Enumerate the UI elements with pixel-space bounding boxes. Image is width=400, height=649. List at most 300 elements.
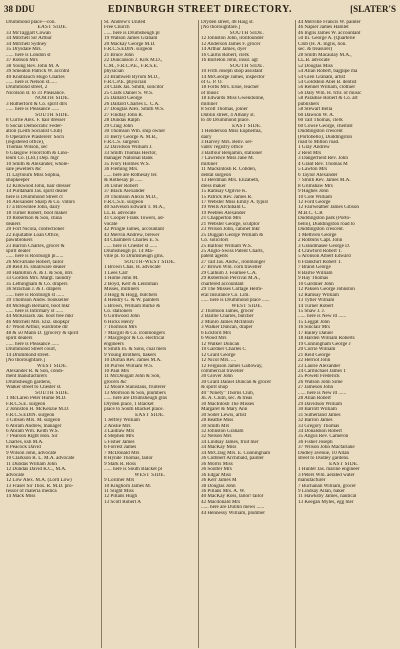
directory-entry: 18 Harden William Roberts [298, 336, 355, 342]
directory-entry: milliner [201, 161, 218, 167]
directory-entry: 1 Lees Carr [104, 270, 128, 276]
directory-entry: ment manufacturers [6, 374, 47, 380]
directory-entry: 23 Barron Charles, grocer & [6, 243, 65, 249]
directory-entry: 12 Anderson James F. grocer [201, 41, 261, 47]
directory-entry: 46 Mitchell Mrs. Eliz. shopkpr [6, 319, 70, 325]
directory-entry: 6 Girdwood John [104, 314, 140, 320]
directory-entry: 36 Edgar Miss [201, 472, 231, 478]
directory-entry: 32 Barron James [298, 418, 333, 424]
directory-entry: M.B.C. C.R [298, 210, 323, 216]
directory-entry: 26 McFarlane Robert, tailor [6, 259, 64, 265]
directory-entry: 9 Stark R. Ross [104, 461, 136, 467]
directory-entry: 19 Wells Archibald C. [201, 205, 247, 211]
directory-entry: 41 Cooper Frank Towers, ad- [104, 216, 165, 222]
directory-entry: 25 Powell Frederick [298, 374, 340, 380]
directory-entry: ...... here is Drumsheugh pl [104, 30, 160, 36]
directory-entry: ation (Leith Socialist Club) [6, 129, 63, 135]
directory-entry: 10 Gardner Charles C [201, 347, 246, 353]
directory-entry: F.R.C.S.E. surgeon [6, 401, 46, 407]
directory-entry: 28 Beattie Miss [201, 418, 234, 424]
directory-entry: 3 Rutherford & Co. spirit dlrs [6, 101, 68, 107]
directory-entry: ...... here are Drumsheugh glns [104, 396, 168, 402]
directory-entry: 30 Hamilton A. & J. & Son, ntrs [6, 270, 73, 276]
directory-entry: place to South Blacket place. [104, 407, 164, 413]
directory-entry: & spirit shop [201, 385, 228, 391]
directory-entry: 3 Balfour Benjamin, stationer [201, 150, 263, 156]
directory-entry: dress maker [201, 183, 226, 189]
directory-entry: 24 Carmichael James T [298, 369, 347, 374]
directory-entry: 6 Eckford Mrs [201, 330, 231, 336]
directory-entry: 17 Bailey Daniel [298, 330, 333, 336]
directory-entry: chartered accountant [201, 281, 244, 287]
directory-entry: 3 Walker Duncan, draper [201, 325, 253, 331]
directory-entry: Co. stationers [104, 309, 133, 315]
directory-entry: 24 Clark Jas. Smith, solicitor [104, 85, 164, 91]
column-4 [295, 20, 392, 648]
directory-entry: 54 Glen Graham, artist [298, 74, 346, 80]
directory-entry: 46 Napier James Hamlet [298, 25, 349, 31]
directory-entry: St. Andrew's United [104, 20, 146, 25]
directory-entry: 8 Scott Thomas, joiner [201, 107, 248, 113]
directory-entry: LL.B. advocate [104, 210, 136, 216]
directory-entry: ...... here is New rd ...... [298, 390, 347, 396]
directory-entry: 34 Donaldson Robert [298, 428, 342, 434]
directory-entry: 28 Allan Robert [298, 396, 331, 402]
directory-entry: 39 Thomson Alexis M.D., [104, 194, 158, 200]
directory-entry: 14 Arthur James, dyer [201, 47, 247, 53]
directory-entry: 34 Mitchell Sydney [6, 41, 47, 47]
directory-entry: 21 Webster George, sculptor [201, 221, 260, 227]
directory-entry: 30 Thomson Wm. ship owner [104, 129, 166, 135]
directory-entry: 22 Herriot John [298, 358, 331, 364]
directory-entry: 34 MacKay Miss [201, 445, 237, 451]
directory-entry: 13 Keegan Myles, egg mer [298, 499, 354, 505]
directory-entry: Alexander R. & Son, condi- [6, 369, 64, 374]
directory-entry: 17 a Brownlee John, dairy [6, 205, 61, 211]
directory-entry: F.R.C.P.E. physician [104, 79, 147, 85]
directory-entry: 9 Hughes John [298, 189, 329, 195]
column-3 [198, 20, 295, 648]
directory-entry: 22 Equitable Loan Office, [6, 232, 60, 238]
directory-entry: 11 Mackintosh R. Cobden, [201, 167, 257, 173]
directory-entry: 14 Purdaham Jas. spirit dealer [6, 189, 68, 195]
directory-entry: 11 Laybourn Miss Sophia, [6, 172, 61, 178]
directory-entry: 12 Dundas David K.C., M.A. [6, 467, 67, 473]
directory-entry: 3 Gibson Mrs. M. surgeon [6, 418, 61, 424]
directory-entry: EAST SIDE. [329, 461, 359, 467]
directory-entry: Misses, milliners [104, 287, 140, 293]
directory-entry: 28 Dundas Ralph [104, 118, 140, 124]
directory-entry: 14 Turner Robert [298, 303, 334, 309]
directory-entry: F.R.C.S.EDIN. surgeon [104, 47, 153, 53]
directory-entry: 13 Scott Robert A [104, 499, 141, 505]
directory-entry: 12 Ferguson James Galloway, [201, 363, 263, 369]
directory-entry: 22 Duncanson J. Kirk M.D., [104, 58, 163, 64]
directory-entry: advocate [6, 472, 25, 478]
directory-entry: 15 Patrick Rev. James R. [201, 194, 253, 200]
directory-entry: 58 Paradise Robert & Co. art [298, 96, 358, 102]
directory-entry: ...... here is Roxburgh st ...... [6, 292, 65, 298]
directory-entry: 2 Reid Mrs [298, 150, 322, 156]
directory-entry: bello), Duddingston road to [298, 221, 355, 227]
directory-entry: 20 Currie William [298, 347, 336, 353]
directory-columns [4, 20, 396, 648]
directory-entry: 9 Hay Thomas [298, 276, 329, 282]
directory-entry: 60 Tait Thomas, clerk [298, 118, 343, 124]
directory-entry: ...... here is Chester st ...... [104, 243, 158, 249]
publisher-tag: [SLATER'S [350, 4, 396, 14]
directory-entry: 38 Young Rev. John M. A [6, 63, 60, 69]
directory-entry: 58 Stewart Bella [298, 107, 333, 113]
directory-entry: of music [201, 90, 219, 96]
directory-entry: 11 Slight Miss [104, 488, 134, 494]
directory-entry: Co. solicitors [201, 238, 229, 244]
directory-entry: 4 Stephen Mrs [104, 434, 134, 440]
directory-entry: Thomas Wilson, sec [6, 145, 48, 151]
directory-entry: SOUTH-WEST SIDE. [124, 259, 176, 265]
directory-entry: WEST SIDE. [37, 363, 68, 369]
directory-entry: 39 Thomson Andw. bookseller [6, 298, 69, 304]
directory-entry: ...... here are Dublin mews ...... [201, 505, 265, 511]
directory-entry: 1 Gray Andrew [298, 145, 330, 151]
directory-entry: 25 Balfour William W.S. [201, 243, 252, 249]
directory-entry: street to Dudley gardens. [298, 456, 350, 462]
directory-entry: 7 Thomson Mrs [104, 325, 137, 331]
directory-entry: 25 Clark Daniel S. W.S. [104, 90, 154, 96]
directory-entry: 37 Black Alexander [104, 189, 145, 195]
directory-entry: 5 Fisher James [104, 439, 135, 445]
directory-entry: 3 Grandmasee George D. [298, 243, 351, 249]
column-2 [101, 20, 198, 648]
directory-entry: 40 MacKay Ross, tailor/ tailor [201, 494, 264, 500]
directory-entry: F.R.C.S.EDIN. surgeon [6, 412, 55, 418]
directory-entry: [No thoroughfare.] [6, 358, 45, 364]
directory-entry: 39 Smeaton Patrick W. accntnt [6, 69, 70, 75]
directory-entry: 37 Robson Mrs [6, 58, 38, 64]
directory-entry: 36 Fleming Mrs. [104, 167, 139, 173]
directory-entry: 35 Angus Rev. Cameron [298, 434, 349, 440]
directory-entry: 54 Goldstein Abel B. dentist [298, 79, 357, 85]
directory-entry: 21 Chapperton Mrs [201, 216, 241, 222]
directory-entry: 8 Barrie William [298, 270, 333, 276]
directory-entry: 5 Lawton Mrs [298, 167, 328, 173]
directory-entry: NORTH SIDE. [35, 96, 70, 102]
directory-entry: 42 Macdonald Mrs [201, 499, 241, 505]
directory-entry: 10 Clarkson R. L. M.A. advocate [6, 456, 75, 462]
directory-entry: WEST SIDE. [134, 472, 166, 478]
directory-entry: 12 Grant George [201, 352, 236, 358]
directory-entry: 60 Cowie George, chemist [298, 123, 353, 129]
directory-entry: Drumsheugh gardens, [6, 379, 52, 385]
directory-entry: 7 Macgregor & Co. electrical [104, 336, 165, 342]
directory-entry: 23 Laurie Alexander [298, 363, 341, 369]
directory-entry: 10 Cole William [298, 194, 332, 200]
directory-entry: LL.B. advocate [298, 58, 330, 64]
directory-entry: ...... here are Rothesay ter. [104, 172, 158, 178]
directory-entry: 27 Douglas Alex. Smith W.S. [104, 107, 165, 113]
directory-entry: 11 Dundas William John [6, 461, 57, 467]
directory-entry: 4 Grant Rev. Thomas M [298, 161, 348, 167]
directory-entry: 47 Wood Arthur, wardrobe dlr [6, 325, 68, 331]
directory-entry: 35 Ivory Holmes W.S. [104, 161, 150, 167]
column-1 [4, 20, 101, 648]
directory-entry: 36 Soutter Mrs [201, 467, 232, 473]
directory-entry: 7 Brand George [298, 265, 331, 271]
directory-entry: 18 Edwards Miss Gwendoline, [201, 96, 265, 102]
directory-entry: 9 Wilson John, advocate [6, 450, 57, 456]
directory-entry: 15 Ramsay Ogilvie K. [201, 189, 247, 195]
directory-entry: here is Drummond Street ct [6, 194, 63, 200]
directory-entry: 16 Sinclair Mrs [298, 325, 330, 331]
directory-entry: 16 Burleton John, insur. agt [201, 58, 258, 64]
directory-entry: 37 Wilson John Macfarlane [298, 445, 355, 451]
directory-entry: 34 Mitchell Sir Arthur [6, 36, 52, 42]
directory-entry: 30 Barrott William [298, 407, 337, 413]
directory-entry: 7 Lawrence Miss Jane M. [201, 156, 254, 162]
directory-entry: 4 Crawford Robert T. [298, 249, 343, 255]
directory-entry: 21 Reid George [298, 352, 331, 358]
directory-entry: 1 Jeffrey William [104, 418, 140, 424]
directory-entry: 21 Bruce John [104, 52, 134, 58]
directory-entry: 40 McHugh Bernard, boot mkr [6, 303, 70, 309]
directory-entry: 40 Salveson Edward T. M.A., [104, 205, 165, 211]
directory-entry: engineers [104, 341, 124, 347]
directory-entry: 18 Forbs Mrs. Elsie, teacher [201, 85, 259, 91]
directory-entry: 27 Findlay John R. [104, 112, 144, 118]
directory-entry: 1 Methven George [298, 232, 337, 238]
directory-entry: 5 Brown, William Burke & [104, 303, 161, 309]
directory-entry: 6 Social Democratic Feder- [6, 123, 63, 129]
directory-entry: 46 Inglis James W. accountant [298, 30, 361, 36]
directory-entry: 10 Paul Mrs [104, 369, 130, 374]
directory-entry: 48 & 50 Mann D. (grocery & spirit [6, 330, 79, 336]
directory-entry: 40 "Ninety" Thorns Club, [201, 390, 254, 396]
directory-entry: 33 Gregory Thomas [298, 423, 340, 429]
directory-entry: 23 Bramwell Byrom M.D., [104, 74, 160, 80]
directory-entry: fessor of materia medica [6, 488, 57, 494]
directory-entry: 17 Webster Miss Emily A. typist [201, 199, 268, 205]
directory-entry: 14 McGeorge James, inspector [201, 74, 265, 80]
directory-entry: 11 Hawksby James, nautical [298, 494, 357, 500]
directory-entry: 30 Soder Lewis, artist [201, 412, 247, 418]
directory-entry: SOUTH SIDE. [35, 112, 70, 118]
directory-entry: 34 McCraig Mrs. E. Cunningham [201, 450, 271, 456]
directory-entry: 6 Hicks Henry [104, 319, 134, 325]
directory-entry: 32 Johnston Graham [201, 428, 244, 434]
directory-entry: Duddingston park (Porto- [298, 216, 351, 222]
directory-entry: manufacturer [298, 478, 326, 484]
directory-entry: 6 Forrest James [104, 445, 137, 451]
directory-entry: 36 Fisher Joseph [298, 439, 333, 445]
directory-entry: 12 Moore Stanislaus, fruiterer [104, 385, 166, 391]
directory-entry: 29 Calhum J. Fearnee C.A. [201, 270, 257, 276]
directory-entry: 7 Smith Rev. James M.A. [298, 178, 351, 184]
directory-entry: 10 Gardiner John [298, 281, 334, 287]
directory-entry: Drummond place—con. [6, 20, 56, 25]
directory-entry: 34 Lindsay James, fruit mer [201, 439, 259, 445]
directory-entry: 44 Chambers Charles E. S. [104, 238, 160, 244]
directory-entry: shopkeeper [6, 178, 30, 184]
directory-entry: 44 Melville Francis W. painter [298, 20, 361, 25]
directory-entry: 35 Lethingham & Co. drapers [6, 281, 68, 287]
directory-entry: 1 Henderson Miss Euphemia, [201, 129, 262, 135]
directory-entry: 33 Smith Thomas Hector, [104, 150, 157, 156]
directory-entry: 7 Pearson Right Hon. Sir [6, 434, 58, 440]
directory-entry: 15 Leggat John [298, 319, 330, 325]
directory-entry: Jn. A. Clum, sec. & treas [201, 396, 253, 402]
directory-entry: to 40 Drummond place. [201, 118, 250, 124]
directory-entry: 30 Glover John [201, 374, 233, 380]
directory-entry: 6 Operative Plasterers' Socn [6, 134, 64, 140]
directory-entry: pawnbrokers [6, 238, 33, 244]
directory-entry: 29 Robertson Percival M.A., [201, 276, 261, 282]
directory-entry: physician [104, 69, 124, 75]
directory-entry: 35 Drysdale Mrs. [6, 47, 42, 53]
directory-entry: Dryden place, 1 Blacket [104, 401, 154, 407]
directory-entry: 56 Daly Wm. H. tchr. of music [298, 90, 362, 96]
directory-entry: 3 Harvey Mrs. Benv. ser- [201, 139, 253, 145]
directory-entry: 19 Peebles Alexander [201, 210, 246, 216]
directory-entry: 8 Peacock David [6, 445, 41, 451]
directory-entry: EAST SIDE. [135, 412, 165, 418]
directory-entry: 7 McDonald Mrs [104, 450, 140, 456]
directory-entry: 30 MacIntosh The Misses [201, 401, 255, 407]
directory-entry: 3 Laidlaw Mrs [104, 428, 135, 434]
directory-entry: ville pl. to Drumsheugh glns. [104, 254, 164, 260]
directory-entry: commercial traveller [201, 369, 244, 374]
directory-entry: 12 Ramsay William [298, 292, 339, 298]
directory-entry: 30 Smith Mrs [201, 423, 230, 429]
directory-entry: Dudley avenue, 10 Allan [298, 450, 350, 456]
directory-entry: 25 Anglo-Swiss Patent Charts, [201, 249, 264, 255]
directory-entry: 36 Usher Robert [104, 183, 138, 189]
directory-entry: 8 Smith Jn. & Sons, coal mers [104, 347, 167, 353]
directory-entry: 9 Young Brothers, bakers [104, 352, 157, 358]
directory-entry: sec. & treasurer) [298, 47, 333, 53]
directory-entry: spirit dealer [6, 249, 31, 255]
directory-entry: 12 Kirkwood John, hair dresser [6, 183, 71, 189]
directory-entry: 29 The Misses Cottage Herm- [201, 287, 263, 293]
directory-entry: 2 Boyd, Kerr & Leishman [104, 281, 158, 287]
directory-entry: patent agents [201, 254, 228, 260]
directory-entry: 44 Hennessy William, plumber [201, 510, 265, 516]
directory-entry: 1 Brown Chas. H. advocate [104, 265, 161, 271]
directory-entry: 27 Jameson John [298, 385, 334, 391]
directory-entry: 7 Macgill & Co. ironmongers [104, 330, 165, 336]
directory-entry: 60 Dawson W. A. [298, 112, 335, 118]
directory-entry: 15 Shaw J. J. [298, 309, 325, 315]
page-title: EDINBURGH STREET DIRECTORY. [107, 4, 293, 15]
directory-entry: 26 Watson John Sime [298, 379, 343, 385]
directory-entry: 12 Johnston John, ironfounder [201, 36, 264, 42]
directory-entry: 20 Fort Nicola, confectioner [6, 227, 65, 233]
directory-entry: 12 Ford George [298, 199, 331, 205]
directory-entry: 2 Munro James McIntosh [201, 319, 254, 325]
directory-entry: 6 Abram Andrew, manager [6, 423, 62, 429]
directory-entry: 29 Craig John [104, 123, 133, 129]
directory-entry: 36 Kerr James M [201, 478, 237, 484]
directory-entry: 56 Rennet William, clothier [298, 85, 356, 91]
directory-entry: 36 Cuthbert Archibald, painter [201, 456, 264, 462]
directory-entry: 20 Mackay George M.D. [104, 41, 156, 47]
directory-entry: ...... here is Drummond place ...... [201, 298, 270, 304]
directory-entry: Club (H. A. Inglis, hon. [298, 41, 347, 47]
directory-entry: 8 Grimshaw Mrs [298, 183, 333, 189]
directory-entry: 2 Robbins Capt. John [298, 238, 343, 244]
directory-entry: 3 Hogg & Hogg, butchers [104, 292, 158, 298]
directory-entry: 16 Alexander Sharp & Co. vntnrs [6, 199, 75, 205]
directory-entry: ...... here is New rd ...... [298, 314, 347, 320]
directory-entry: & Rothesay pl ...... [104, 178, 143, 184]
directory-entry: 25 Dallard George [104, 96, 143, 102]
directory-entry: grocers &c [104, 379, 127, 385]
directory-entry: 2 Johnston H. McKenzie M.D. [6, 407, 70, 413]
directory-entry: 26 Dallard Charles L. C.A. [104, 101, 160, 107]
directory-entry: 12 Nicol Mrs. .... [201, 358, 237, 364]
directory-entry: 12 Fairweather James Gibson [298, 205, 359, 211]
directory-entry: 36 Strachan J. & J. drapers [6, 287, 62, 293]
directory-entry: Drummond Street court, [6, 347, 57, 353]
directory-entry: 8 Currie Alex. F. hair dresser [6, 118, 66, 124]
directory-entry: dealers [6, 221, 21, 227]
directory-entry: 52 Douglas Miss [298, 63, 333, 69]
directory-entry: road to Milton road. [298, 139, 340, 145]
directory-entry: EAST SIDE. [37, 25, 68, 31]
directory-entry: Margaret & Mary Ann [201, 407, 248, 413]
directory-entry: 31 Sutherland James [298, 412, 341, 418]
directory-entry: ...... here is Pleasance ...... [6, 341, 60, 347]
directory-entry: 9 Lorimer Mrs [104, 478, 135, 484]
directory-entry: leum Co. (Ltd.) Dep. mgr [6, 156, 59, 162]
directory-entry: 6 Frankfurt Robert T. [298, 259, 342, 265]
directory-entry: EAST SIDE. [232, 123, 262, 129]
directory-entry: 38 Douglas John [201, 483, 236, 489]
directory-entry: 16 Cairns Robert, clerk [201, 52, 249, 58]
directory-entry: milliner [201, 101, 218, 107]
directory-entry: ...... here is South Blacket pl [104, 467, 163, 473]
directory-entry: 10 Frith Joseph shop assistant [201, 69, 263, 75]
directory-entry: SOUTH SIDE. [35, 390, 70, 396]
directory-entry: 14 Drummond street. [6, 352, 50, 358]
directory-entry: ...... here is Infirmary st ...... [6, 309, 64, 315]
directory-entry: ...... here is London st [6, 52, 51, 58]
directory-entry: 2 Anslie Mrs [104, 423, 131, 429]
directory-entry: eral Insurance Co. Lim. [201, 292, 250, 298]
directory-entry: 12 Pillans Hugh [104, 494, 138, 500]
directory-entry: Drumsheugh pl. 14 Ma- [104, 249, 154, 255]
directory-entry: 10 Smith & Alexander, whole- [6, 161, 70, 167]
directory-entry: 19 Cunningham George J [298, 341, 351, 347]
directory-entry: dental surgeon [201, 172, 232, 178]
directory-entry: 28 Smith Macaulay M.A., [298, 52, 352, 58]
directory-entry: 28 Reid Jn. smallware dealer [6, 265, 66, 271]
directory-entry: 1 McLaren Peter Hume M.D. [6, 396, 67, 402]
directory-entry: 7 Buchanan William, grocer [298, 483, 356, 489]
directory-entry: ...... here is Nelson st...... [6, 79, 57, 85]
directory-entry: 3 Dangerfield Rev. John [298, 156, 348, 162]
directory-entry: 43 Melvin Andrew, brewer [104, 232, 160, 238]
directory-entry: 33 Gordon Mrs. Margt. laundry [6, 276, 72, 282]
directory-entry: (Portobello), Duddingston [298, 134, 352, 140]
directory-entry: ...... here is Roxburgh pl...... [6, 254, 64, 260]
directory-entry: 40 Knoblauch Hugo Charles [6, 74, 65, 80]
directory-entry: 44 McKissack Jas. boot tree mkr [6, 314, 74, 320]
directory-entry: 14 Mack Miss [6, 494, 36, 500]
directory-entry: Drummond street, 2 [6, 85, 48, 91]
directory-entry: publishers [298, 101, 320, 107]
directory-entry: 32 Davidson William J. [104, 145, 153, 151]
directory-entry: Charles, ksh M.A. [6, 439, 44, 445]
